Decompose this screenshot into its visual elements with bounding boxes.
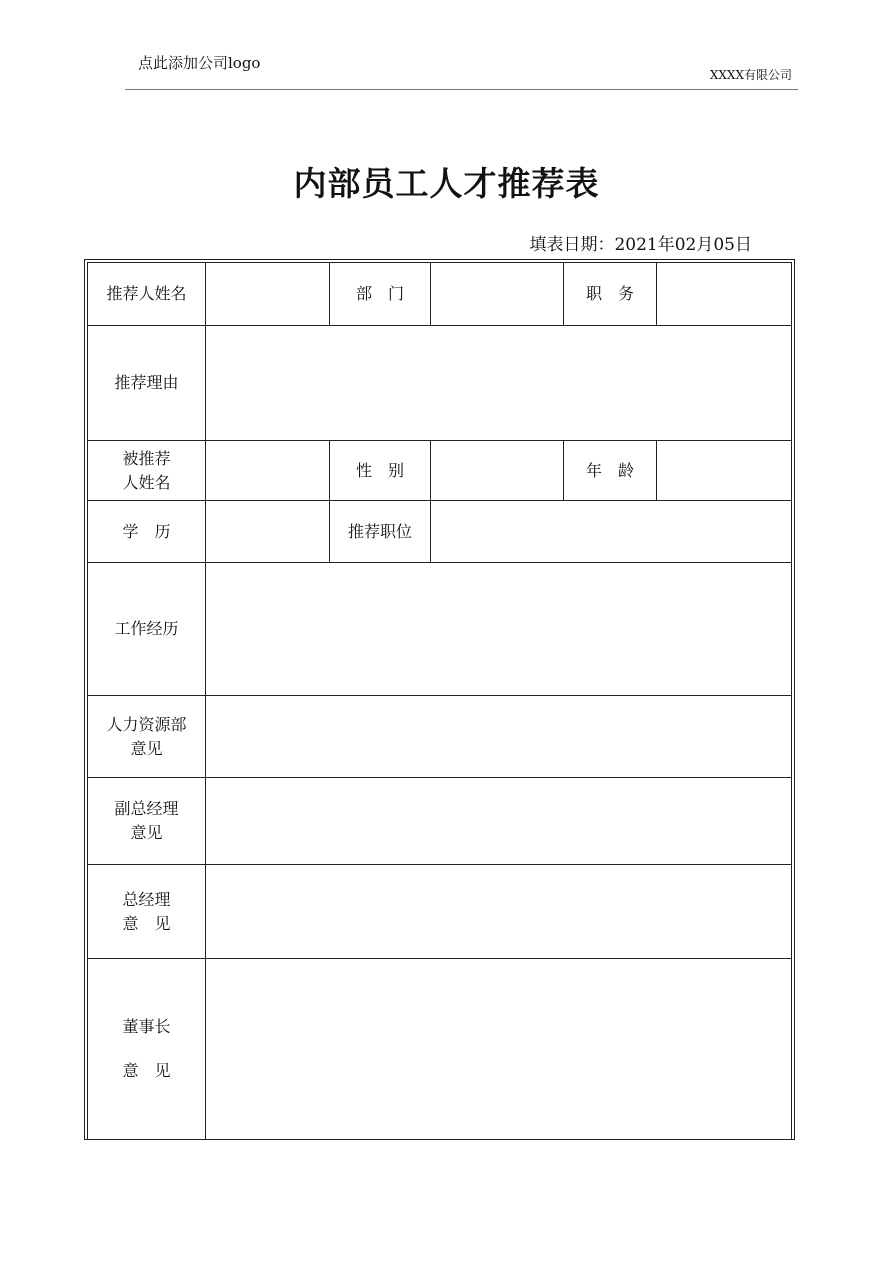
header-divider [125,89,798,90]
form-row-chairman-opinion [88,959,792,1140]
recommended-position-label: 推荐职位 [330,501,431,563]
gm-opinion-label-line2: 意 见 [122,913,171,933]
gender-field[interactable] [431,441,564,501]
candidate-name-label [88,441,206,501]
form-row-hr-opinion [88,696,792,778]
position-label: 职 务 [564,263,657,326]
form-row-candidate [88,441,792,501]
gender-label: 性 别 [330,441,431,501]
education-label: 学 历 [88,501,206,563]
fill-date: 填表日期：2021年02月05日 [529,235,752,255]
candidate-name-label-line1: 被推荐 [122,448,171,468]
gm-opinion-label-line1: 总经理 [122,889,171,909]
position-field[interactable] [657,263,792,326]
form-row-education [88,501,792,563]
gm-opinion-field[interactable] [206,865,792,959]
age-field[interactable] [657,441,792,501]
department-field[interactable] [431,263,564,326]
chairman-opinion-label-line1: 董事长 [122,1017,171,1036]
chairman-opinion-label-line2: 意 见 [122,1061,171,1080]
logo-placeholder[interactable]: 点此添加公司logo [138,54,261,72]
reason-label: 推荐理由 [88,326,206,441]
chairman-opinion-field[interactable] [206,959,792,1140]
vgm-opinion-label-line2: 意见 [130,823,163,842]
age-label: 年 龄 [564,441,657,501]
hr-opinion-label-line1: 人力资源部 [106,714,187,734]
form-row-gm-opinion [88,865,792,959]
form-row-work-experience [88,563,792,696]
form-table [87,262,792,1140]
vgm-opinion-field[interactable] [206,778,792,865]
hr-opinion-field[interactable] [206,696,792,778]
education-field[interactable] [206,501,330,563]
department-label: 部 门 [330,263,431,326]
form-row-recommender [88,263,792,326]
vgm-opinion-label [88,778,206,865]
page-title: 内部员工人才推荐表 [293,164,600,203]
candidate-name-field[interactable] [206,441,330,501]
chairman-opinion-label [88,959,206,1140]
hr-opinion-label-line2: 意见 [130,738,163,758]
recommender-name-label: 推荐人姓名 [88,263,206,326]
form-row-vgm-opinion [88,778,792,865]
hr-opinion-label [88,696,206,778]
recommendation-form [84,259,795,1140]
recommended-position-field[interactable] [431,501,792,563]
candidate-name-label-line2: 人姓名 [122,472,171,492]
reason-field[interactable] [206,326,792,441]
work-experience-label: 工作经历 [88,563,206,696]
work-experience-field[interactable] [206,563,792,696]
gm-opinion-label [88,865,206,959]
recommender-name-field[interactable] [206,263,330,326]
form-row-reason [88,326,792,441]
vgm-opinion-label-line1: 副总经理 [114,799,179,818]
company-name: XXXX有限公司 [709,68,792,82]
